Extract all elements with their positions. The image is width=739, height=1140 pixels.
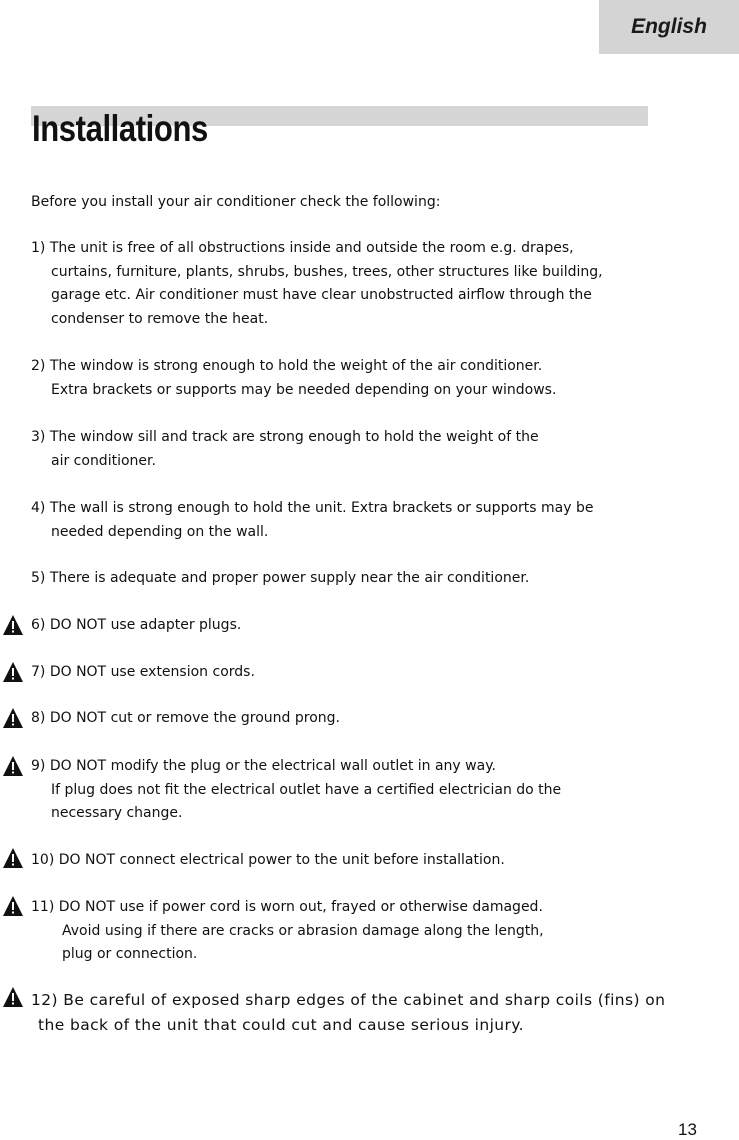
list-item [31,497,593,544]
warning-triangle-icon [2,661,24,683]
list-item [31,896,544,967]
list-item [31,355,556,402]
item-line: 1) The unit is free of all obstructions inside and outside the room e.g. drapes, [31,240,574,256]
item-line: the back of the unit that could cut and cause serious injury. [38,1015,524,1034]
warning-triangle-icon [2,614,24,636]
list-item [31,614,241,638]
item-line: necessary change. [51,805,183,821]
item-line: 12) Be careful of exposed sharp edges of the cabinet and sharp coils (fins) on [31,991,666,1009]
item-line: garage etc. Air conditioner must have clear unobstructed airflow through the [51,287,592,303]
list-item [31,849,505,873]
item-line: air conditioner. [51,452,156,469]
item-line: 9) DO NOT modify the plug or the electrical wall outlet in any way. [31,758,496,774]
intro-text: Before you install your air conditioner check the following: [31,194,441,210]
item-line: curtains, furniture, plants, shrubs, bushes, trees, other structures like building, [51,263,603,280]
item-line: 7) DO NOT use extension cords. [31,664,255,680]
item-line: 6) DO NOT use adapter plugs. [31,617,242,633]
list-item [31,755,561,826]
item-line: If plug does not fit the electrical outlet have a certified electrician do the [51,781,562,798]
item-line: 5) There is adequate and proper power supply near the air conditioner. [31,570,530,586]
list-item [31,707,340,731]
item-line: needed depending on the wall. [51,523,269,540]
warning-triangle-icon [2,986,24,1008]
item-line: condenser to remove the heat. [51,310,269,327]
item-line: Avoid using if there are cracks or abrasion damage along the length, [62,922,544,939]
list-item [31,988,665,1037]
list-item [31,237,603,331]
list-item [31,661,255,685]
list-item [31,567,529,591]
page-title: Installations [32,108,208,149]
warning-triangle-icon [2,707,24,729]
page-number: 13 [678,1120,697,1139]
item-line: 4) The wall is strong enough to hold the unit. Extra brackets or supports may be [31,500,594,516]
item-line: 3) The window sill and track are strong enough to hold the weight of the [31,429,539,445]
language-tab: English [599,0,739,54]
warning-triangle-icon [2,847,24,869]
item-line: 11) DO NOT use if power cord is worn out, frayed or otherwise damaged. [31,899,543,915]
item-line: 2) The window is strong enough to hold the weight of the air conditioner. [31,358,543,374]
item-line: Extra brackets or supports may be needed depending on your windows. [51,381,557,398]
warning-triangle-icon [2,755,24,777]
item-line: 10) DO NOT connect electrical power to the unit before installation. [31,852,505,868]
warning-triangle-icon [2,895,24,917]
item-line: plug or connection. [62,946,198,962]
item-line: 8) DO NOT cut or remove the ground prong. [31,710,340,726]
list-item [31,426,539,473]
